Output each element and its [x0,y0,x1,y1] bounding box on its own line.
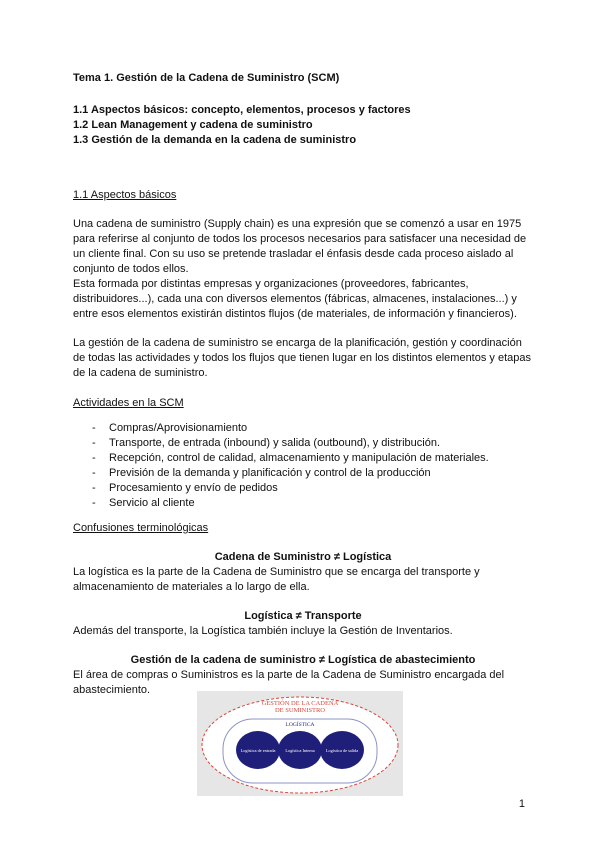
inner-label: LOGÍSTICA [285,722,315,728]
confusion-title: Logística ≠ Transporte [244,610,362,622]
activities-list [73,421,533,511]
list-item: - Previsión de la demanda y planificación y control de la producción [73,466,533,481]
list-item: - Compras/Aprovisionamiento [73,421,533,436]
page-content [73,71,533,698]
activities-heading: Actividades en la SCM [73,397,184,409]
paragraph: La logística es la parte de la Cadena de Suministro que se encarga del transporte y almacenamiento de materiales a lo largo de ella. [73,566,480,593]
paragraph: Además del transporte, la Logística también incluye la Gestión de Inventarios. [73,625,453,637]
table-of-contents [73,103,533,148]
scm-logistics-diagram [197,691,403,796]
toc-item: 1.1 Aspectos básicos: concepto, elementos, procesos y factores [73,104,411,116]
list-item: - Transporte, de entrada (inbound) y salida (outbound), y distribución. [73,436,533,451]
paragraph: El área de compras o Suministros es la parte de la Cadena de Suministro encargada del abastecimiento. [73,669,505,696]
outer-label: DE SUMINISTRO [274,707,326,714]
toc-item: 1.3 Gestión de la demanda en la cadena de suministro [73,134,357,146]
paragraph: Esta formada por distintas empresas y organizaciones (proveedores, fabricantes, distribuidores...), cada una con diversos elementos (fábricas, almacenes, instalaciones...) y entre esos elementos existirán distintos flujos (de materiales, de información y financieros). [73,278,517,320]
toc-item: 1.2 Lean Management y cadena de suministro [73,119,313,131]
page-number: 1 [518,798,525,810]
confusion-title: Cadena de Suministro ≠ Logística [214,551,392,563]
document-title: Tema 1. Gestión de la Cadena de Suministro (SCM) [73,72,340,84]
section-heading: 1.1 Aspectos básicos [73,189,177,201]
circle-label: Logística Interna [285,748,315,753]
paragraph: Una cadena de suministro (Supply chain) es una expresión que se comenzó a usar en 1975 para referirse al conjunto de todos los procesos necesarios para satisfacer una necesidad de un cliente final. Con su uso se pretende trasladar el énfasis desde cada proceso aislado al conjunto de todos ellos. [73,218,527,275]
list-item: - Procesamiento y envío de pedidos [73,481,533,496]
circle-label: Logística de salida [325,748,359,753]
paragraph: La gestión de la cadena de suministro se encarga de la planificación, gestión y coordinación de todas las actividades y todos los flujos que tienen lugar en los distintos elementos y etapas de la cadena de suministro. [73,337,531,379]
confusion-title: Gestión de la cadena de suministro ≠ Logística de abastecimiento [130,654,476,666]
outer-label: GESTIÓN DE LA CADENA [261,700,339,707]
list-item: - Recepción, control de calidad, almacenamiento y manipulación de materiales. [73,451,533,466]
list-item: - Servicio al cliente [73,496,533,511]
circle-label: Logística de entrada [240,748,276,753]
confusions-heading: Confusiones terminológicas [73,522,209,534]
